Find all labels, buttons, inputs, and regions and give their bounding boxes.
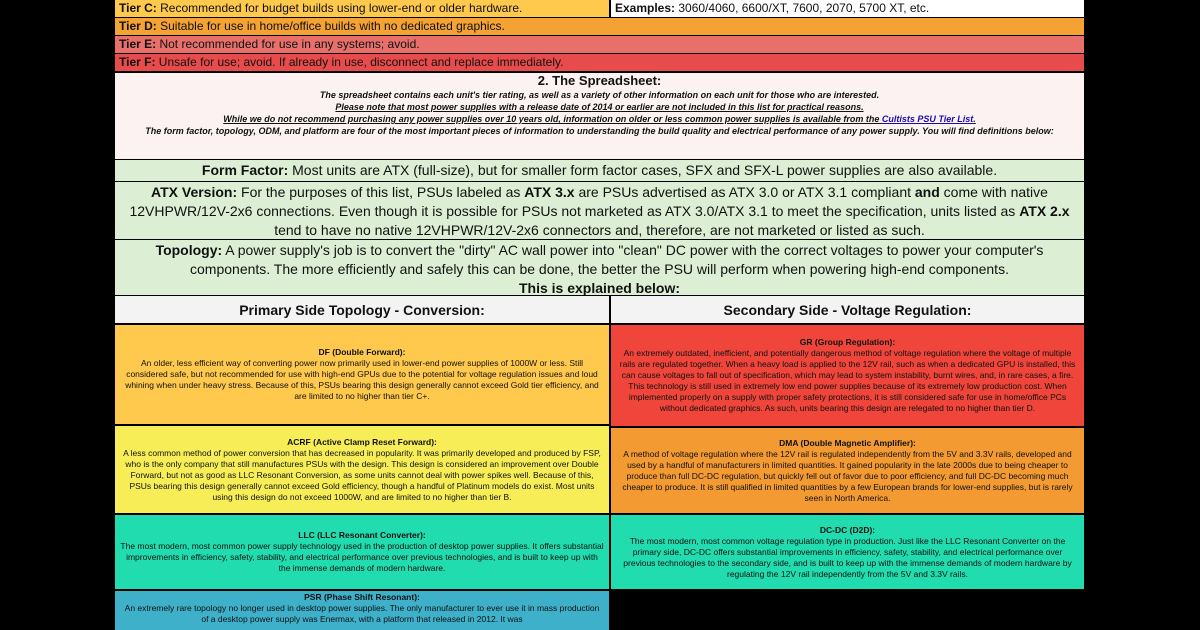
primary-acrf-text: A less common method of power conversion that has decreased in popularity. It was primarily developed and produced by FSP, who is the only company that still manufactures PSUs with the design. This design is considered an improvement over Double Forward, but not as good as LLC Resonant Conversion, as some units cannot deal with power spikes well. Because of this, PSUs bearing this design generally cannot exceed Gold efficiency, though a handful of Platinum models do exist. Most units using this design do not exceed 1000W, and are limited to no higher than tier B. xyxy=(123,447,601,502)
atx-text-3: come with native 12VHPWR/12V-2x6 connections. Even though it is possible for PSUs not marketed as ATX 3.0/ATX 3.1 to meet the specification, units listed as xyxy=(129,184,1048,219)
spreadsheet-line2: Please note that most power supplies with a release date of 2014 or earlier are not included in this list for practical reasons. xyxy=(335,102,864,112)
tier-c-examples xyxy=(611,0,1084,17)
secondary-gr-text: An extremely outdated, inefficient, and potentially dangerous method of voltage regulation where the voltage of multiple rails are regulated together. When a heavy load is applied to the 12V rail, such as when a dedicated GPU is installed, this can cause voltages to fall out of specification, which may lead to system instability, burnt wires, and, in rare cases, a fire. This technology is still used in extremely low end power supplies because of its extremely low production cost. When implemented properly on a supply with proper safety protections, it is still considered safe for use in home/office PCs without dedicated graphics. As such, units bearing this design are relegated to no higher than tier D. xyxy=(619,348,1076,413)
form-factor-text: Most units are ATX (full-size), but for smaller form factor cases, SFX and SFX-L power supplies are also available. xyxy=(288,162,998,178)
examples-label: Examples: xyxy=(615,1,676,15)
secondary-gr-box xyxy=(611,325,1084,426)
examples-text: 3060/4060, 6600/XT, 7600, 2070, 5700 XT, etc. xyxy=(675,1,930,15)
cultists-tier-list-link[interactable]: Cultists PSU Tier List xyxy=(881,114,974,124)
tier-f-text: Unsafe for use; avoid. If already in use, disconnect and replace immediately. xyxy=(155,55,564,69)
atx-text-1: For the purposes of this list, PSUs labeled as xyxy=(237,184,525,200)
primary-llc-text: The most modern, most common power supply technology used in the production of desktop power supplies. It offers substantial improvements in efficiency, safety, stability, and electrical performance over previous technologies, and is built to keep up with the immense demands of modern hardware. xyxy=(120,541,604,573)
spreadsheet-line4: The form factor, topology, ODM, and platform are four of the most important pieces of information to understanding the build quality and electrical performance of any power supply. You will find definitions below: xyxy=(145,126,1054,136)
secondary-dma-box xyxy=(611,428,1084,513)
tier-d-text: Suitable for use in home/office builds with no dedicated graphics. xyxy=(156,19,505,33)
spreadsheet-line3 xyxy=(121,113,1078,125)
secondary-dcdc-text: The most modern, most common voltage regulation type in production. Just like the LLC Resonant Converter on the primary side, DC-DC offers substantial improvements in efficiency, safety, stability, and electrical performance over previous technologies to the secondary side, and is built to keep up with the immense demands of modern hardware by regulating the 12V rail independently from the 5V and 3.3V rails. xyxy=(623,535,1072,579)
primary-acrf-title: ACRF (Active Clamp Reset Forward): xyxy=(287,436,437,447)
tier-e-text: Not recommended for use in any systems; avoid. xyxy=(156,37,420,51)
primary-side-header: Primary Side Topology - Conversion: xyxy=(115,296,609,323)
spreadsheet-heading: 2. The Spreadsheet: xyxy=(537,73,662,88)
atx-and-bold: and xyxy=(914,184,940,200)
topology-label: Topology: xyxy=(155,242,223,258)
topology-explained: This is explained below: xyxy=(518,280,681,295)
spreadsheet-line3-text: While we do not recommend purchasing any power supplies over 10 years old, information on older or less common power supplies is available from the xyxy=(223,114,882,124)
form-factor-label: Form Factor: xyxy=(201,162,289,178)
topology-text: A power supply's job is to convert the "dirty" AC wall power into "clean" DC power with the correct voltages to power your computer's components. The more efficiently and safely this can be done, the better the PSU will perform when powering high-end components. xyxy=(190,242,1044,277)
primary-acrf-box xyxy=(115,426,609,513)
primary-psr-title: PSR (Phase Shift Resonant): xyxy=(304,592,420,602)
tier-d-label: Tier D: xyxy=(119,19,157,33)
tier-f-row xyxy=(115,54,1084,71)
tier-c-label: Tier C: xyxy=(119,1,157,15)
primary-df-title: DF (Double Forward): xyxy=(318,347,406,357)
atx-text-2: are PSUs advertised as ATX 3.0 or ATX 3.1 compliant xyxy=(574,184,915,200)
form-factor-row xyxy=(115,160,1084,181)
tier-c-row xyxy=(115,0,609,17)
tier-e-label: Tier E: xyxy=(119,37,157,51)
spreadsheet-section xyxy=(115,73,1084,159)
atx-2x-bold: ATX 2.x xyxy=(1019,203,1070,219)
secondary-dma-title: DMA (Double Magnetic Amplifier): xyxy=(779,437,916,448)
primary-df-box xyxy=(115,325,609,424)
primary-psr-text: An extremely rare topology no longer used in desktop power supplies. The only manufacturer to ever use it in mass production of a desktop power supply was Enermax, with a platform that released in 2012. It was xyxy=(124,603,600,624)
tier-c-text: Recommended for budget builds using lower-end or older hardware. xyxy=(156,1,523,15)
secondary-dcdc-title: DC-DC (D2D): xyxy=(819,524,876,535)
atx-text-4: tend to have no native 12VHPWR/12V-2x6 connectors and, therefore, are not marketed or listed as such. xyxy=(274,222,925,238)
secondary-dma-text: A method of voltage regulation where the 12V rail is regulated independently from the 5V and 3.3V rails, developed and used by a handful of manufacturers in limited quantities. It gained popularity in the late 2000s due to being cheaper to produce than full DC-DC regulation, but quickly fell out of favor due to poor efficiency, and full DC-DC becoming much cheaper to produce. It is still qualified in limited quantities by a few European brands for lower-end supplies, but is rarely seen in North America. xyxy=(622,448,1073,503)
spreadsheet-line3-end: . xyxy=(973,114,976,124)
spreadsheet-view xyxy=(115,0,1084,630)
secondary-dcdc-box xyxy=(611,515,1084,589)
atx-version-label: ATX Version: xyxy=(151,184,238,200)
secondary-side-header: Secondary Side - Voltage Regulation: xyxy=(611,296,1084,323)
tier-e-row xyxy=(115,36,1084,53)
tier-f-label: Tier F: xyxy=(119,55,156,69)
spreadsheet-line1: The spreadsheet contains each unit's tier rating, as well as a variety of other information on each unit for those who are interested. xyxy=(319,90,880,100)
topology-row xyxy=(115,240,1084,295)
primary-df-text: An older, less efficient way of converting power now primarily used in lower-end power supplies of 1000W or less. Still considered safe, but not recommended for use with high-end GPUs due to the potential for voltage regulation issues and loud whining when under heavy stress. Because of this, PSUs bearing this design generally cannot exceed Gold tier efficiency, and are limited to no higher than tier C+. xyxy=(125,358,599,401)
primary-llc-title: LLC (LLC Resonant Converter): xyxy=(298,530,426,540)
primary-psr-box xyxy=(115,591,609,630)
tier-d-row xyxy=(115,18,1084,35)
atx-version-row xyxy=(115,182,1084,239)
primary-llc-box xyxy=(115,515,609,589)
atx-3x-bold: ATX 3.x xyxy=(524,184,575,200)
secondary-gr-title: GR (Group Regulation): xyxy=(799,337,896,347)
